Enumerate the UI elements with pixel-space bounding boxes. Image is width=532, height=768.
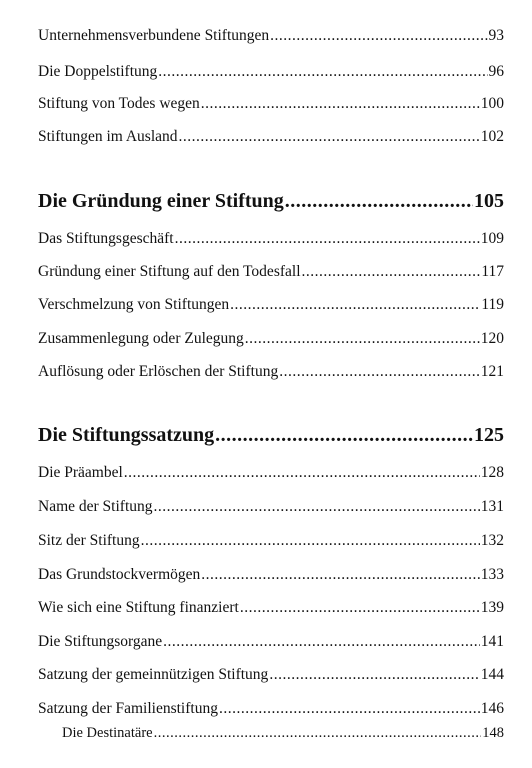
toc-entry-title: Die Präambel [38, 464, 123, 481]
toc-entry-page: 119 [481, 296, 504, 313]
dot-leader [201, 565, 479, 585]
dot-leader [201, 94, 480, 114]
toc-subentry-page: 148 [482, 725, 504, 741]
dot-leader [285, 188, 473, 214]
toc-entry[interactable] [38, 26, 504, 46]
toc-entry-page: 121 [480, 363, 504, 380]
toc-entry[interactable] [38, 62, 504, 82]
dot-leader [240, 598, 480, 618]
toc-entry[interactable] [38, 229, 504, 249]
toc-subentry[interactable] [62, 723, 504, 743]
toc-entry[interactable] [38, 127, 504, 147]
toc-chapter[interactable] [38, 422, 504, 448]
toc-entry-title: Auflösung oder Erlöschen der Stiftung [38, 363, 279, 380]
toc-entry-title: Sitz der Stiftung [38, 532, 140, 549]
toc-entry-title: Das Grundstockvermögen [38, 566, 201, 583]
dot-leader [175, 229, 480, 249]
toc-entry[interactable] [38, 531, 504, 551]
toc-chapter-title: Die Gründung einer Stiftung [38, 190, 284, 212]
toc-entry-page: 102 [480, 128, 504, 145]
dot-leader [219, 699, 480, 719]
toc-chapter-title: Die Stiftungssatzung [38, 424, 215, 446]
toc-entry-title: Unternehmensverbundene Stiftungen [38, 27, 270, 44]
toc-entry[interactable] [38, 565, 504, 585]
toc-entry-title: Zusammenlegung oder Zulegung [38, 330, 244, 347]
toc-entry[interactable] [38, 262, 504, 282]
toc-entry-title: Verschmelzung von Stiftungen [38, 296, 230, 313]
toc-entry[interactable] [38, 362, 504, 382]
toc-chapter-page: 105 [474, 190, 504, 212]
toc-entry-page: 128 [480, 464, 504, 481]
toc-entry-page: 120 [480, 330, 504, 347]
toc-subentry-title: Die Destinatäre [62, 725, 153, 741]
toc-entry[interactable] [38, 665, 504, 685]
dot-leader [215, 422, 473, 448]
toc-entry[interactable] [38, 463, 504, 483]
dot-leader [269, 665, 479, 685]
dot-leader [270, 26, 487, 46]
dot-leader [245, 329, 480, 349]
dot-leader [179, 127, 480, 147]
toc-entry-page: 117 [481, 263, 504, 280]
toc-entry[interactable] [38, 329, 504, 349]
toc-entry-page: 100 [480, 95, 504, 112]
dot-leader [154, 723, 482, 743]
toc-entry-title: Satzung der gemeinnützigen Stiftung [38, 666, 269, 683]
toc-chapter-page: 125 [474, 424, 504, 446]
dot-leader [230, 295, 480, 315]
toc-entry-title: Stiftung von Todes wegen [38, 95, 200, 112]
toc-entry-page: 131 [480, 498, 504, 515]
toc-entry[interactable] [38, 497, 504, 517]
toc-entry-title: Satzung der Familienstiftung [38, 700, 218, 717]
toc-chapter[interactable] [38, 188, 504, 214]
toc-entry-page: 133 [480, 566, 504, 583]
toc-entry-page: 141 [480, 633, 504, 650]
toc-entry-page: 109 [480, 230, 504, 247]
toc-entry-title: Name der Stiftung [38, 498, 153, 515]
dot-leader [163, 632, 480, 652]
toc-entry-title: Die Stiftungsorgane [38, 633, 163, 650]
toc-entry[interactable] [38, 295, 504, 315]
toc-entry[interactable] [38, 699, 504, 719]
toc-entry-page: 144 [480, 666, 504, 683]
toc-entry[interactable] [38, 598, 504, 618]
dot-leader [124, 463, 480, 483]
toc-entry-title: Gründung einer Stiftung auf den Todesfall [38, 263, 301, 280]
toc-entry-page: 96 [488, 63, 504, 80]
toc-entry[interactable] [38, 94, 504, 114]
toc-entry-page: 93 [488, 27, 504, 44]
dot-leader [279, 362, 480, 382]
dot-leader [141, 531, 480, 551]
toc-entry-title: Die Doppelstiftung [38, 63, 158, 80]
toc-entry-page: 132 [480, 532, 504, 549]
toc-entry[interactable] [38, 632, 504, 652]
toc-entry-title: Stiftungen im Ausland [38, 128, 178, 145]
dot-leader [158, 62, 487, 82]
toc-entry-title: Das Stiftungsgeschäft [38, 230, 174, 247]
dot-leader [154, 497, 480, 517]
toc-entry-page: 139 [480, 599, 504, 616]
toc-entry-title: Wie sich eine Stiftung finanziert [38, 599, 239, 616]
dot-leader [302, 262, 481, 282]
toc-entry-page: 146 [480, 700, 504, 717]
